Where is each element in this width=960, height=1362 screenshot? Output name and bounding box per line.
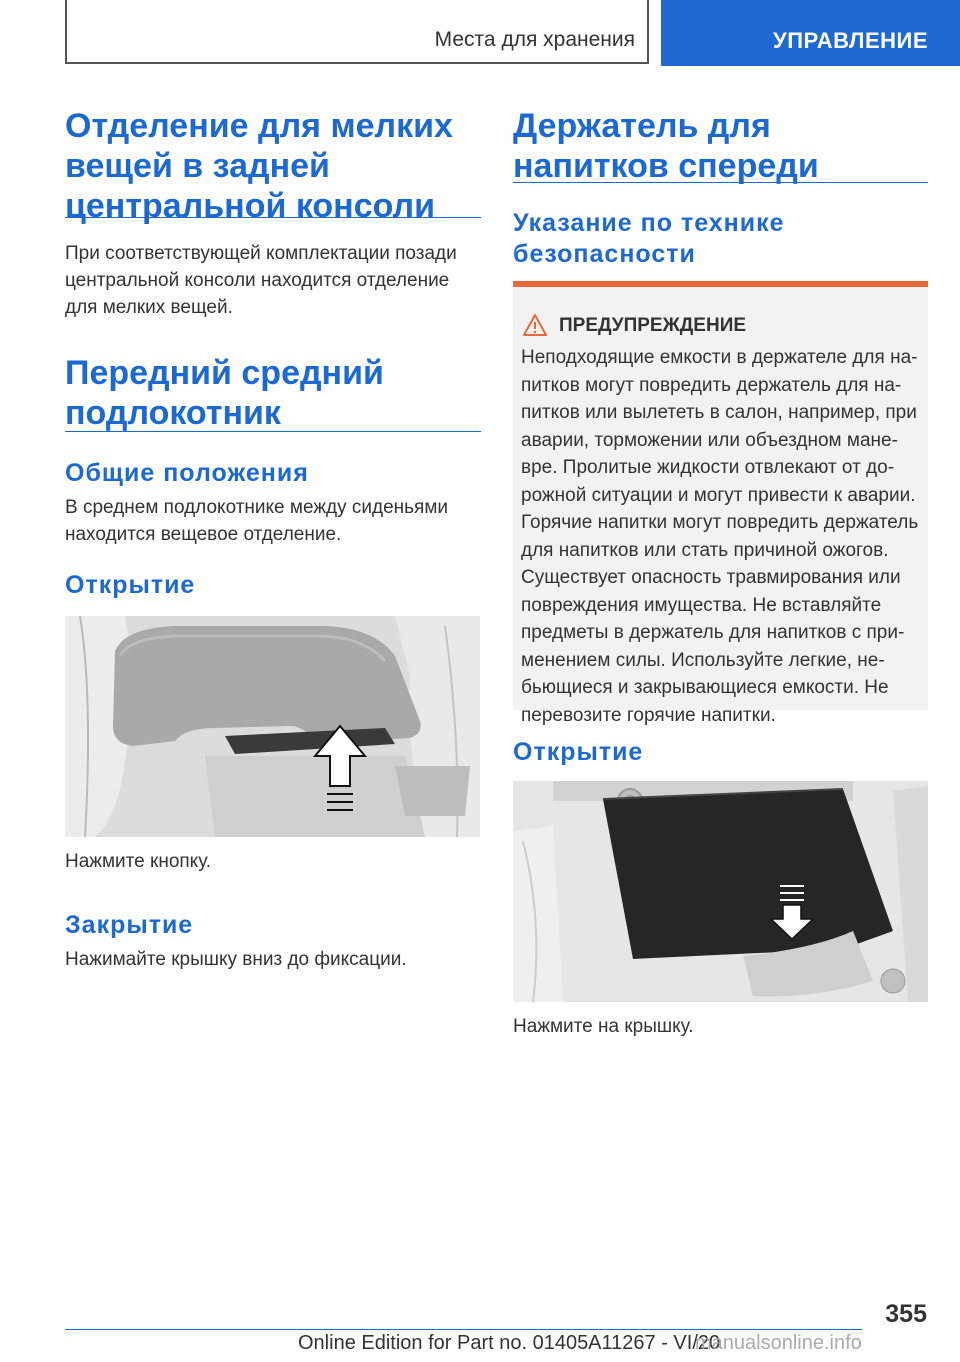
header-section-label: УПРАВЛЕНИЕ [773, 28, 928, 53]
warning-label: ПРЕДУПРЕЖДЕНИЕ [559, 315, 747, 336]
section-title-rear-console: Отделение для мелких вещей в задней центральной консоли [65, 107, 453, 225]
cupholder-photo [513, 781, 928, 1002]
warning-triangle-icon [522, 313, 548, 337]
heading-opening-cupholder: Открытие [513, 738, 644, 766]
title-rule [65, 431, 481, 432]
closing-text: Нажимайте крышку вниз до фиксации. [65, 949, 407, 970]
edition-note: Online Edition for Part no. 01405A11267 - VI/20 [298, 1332, 721, 1354]
watermark: manualsonline.info [695, 1332, 862, 1354]
armrest-open-caption: Нажмите кнопку. [65, 851, 212, 872]
heading-general: Общие положения [65, 459, 309, 487]
section-title-armrest: Передний средний подлокотник [65, 354, 384, 432]
heading-safety: Указание по технике безопасности [513, 209, 785, 268]
section-title-cupholder: Держатель для напитков спереди [513, 107, 819, 185]
cupholder-illustration [513, 781, 928, 1002]
header-box [65, 0, 649, 64]
rear-console-text: При соответствующей комплектации позади центральной консоли находится отделение для мелких вещей. [65, 243, 457, 318]
warning-box [513, 281, 928, 726]
title-rule [65, 217, 481, 218]
footer-rule [65, 1329, 862, 1330]
heading-opening: Открытие [65, 571, 196, 599]
general-text: В среднем подлокотнике между сиденьями находится вещевое отделение. [65, 497, 449, 545]
header-title: Места для хранения [434, 28, 635, 51]
header-section-tab [661, 0, 960, 66]
title-rule [513, 182, 928, 183]
warning-text: Неподходящие емкости в держателе для на-питков могут повредить держатель для на-питков или вылететь в салон, например, при аварии, торможении или объездном мане-вре. Пролитые жидкости отвлекают от до-рожной ситуации и могут привести к аварии. Горячие напитки могут повредить держатель для напитков или стать причиной ожогов. Существует опасность травмирования или повреждения имущества. Не вставляйте предметы в держатель для напитков с при-менением силы. Используйте легкие, не-бьющиеся и закрывающиеся емкости. Не перевозите горячие напитки. [521, 347, 919, 726]
page-number: 355 [885, 1300, 927, 1328]
armrest-illustration [65, 616, 480, 837]
armrest-photo [65, 616, 480, 837]
heading-closing: Закрытие [65, 911, 194, 939]
cupholder-open-caption: Нажмите на крышку. [513, 1016, 694, 1037]
